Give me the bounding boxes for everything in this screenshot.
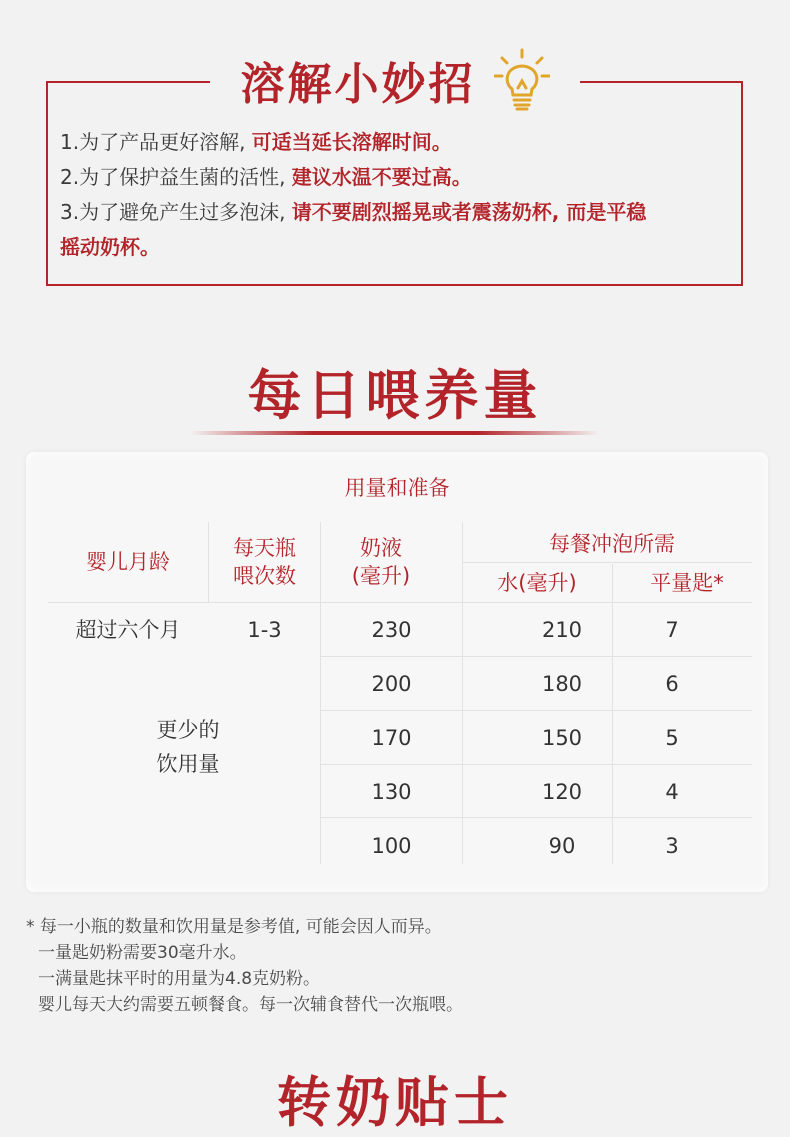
header-scoops: 平量匙* xyxy=(650,571,724,595)
cell-milk: 200 xyxy=(371,672,412,696)
age-group-less-intake-line2: 饮用量 xyxy=(156,752,220,776)
cell-milk: 130 xyxy=(371,780,412,804)
feeding-table-card xyxy=(26,452,768,892)
title-underline xyxy=(190,431,600,435)
divider xyxy=(48,602,752,603)
age-group-less-intake xyxy=(128,702,248,792)
tip-line-1 xyxy=(60,125,730,160)
cell-water: 150 xyxy=(541,726,583,750)
divider xyxy=(462,562,752,563)
header-milk-line1: 奶液 xyxy=(360,536,402,560)
divider xyxy=(320,710,752,711)
lightbulb-icon xyxy=(494,48,550,112)
cell-scoops: 3 xyxy=(665,834,679,858)
cell-scoops: 7 xyxy=(665,618,679,642)
footnote: 一满量匙抹平时的用量为4.8克奶粉。 xyxy=(38,969,321,989)
divider xyxy=(320,764,752,765)
footnotes xyxy=(26,914,463,1018)
header-bottles-line2: 喂次数 xyxy=(233,564,296,588)
age-group-over-six-months: 超过六个月 xyxy=(75,618,181,642)
tip-emphasis: 可适当延长溶解时间。 xyxy=(251,130,452,154)
table-caption: 用量和准备 xyxy=(344,476,450,500)
tip-line-3 xyxy=(60,195,730,230)
tip-emphasis: 摇动奶杯。 xyxy=(60,235,160,259)
tips-title: 溶解小妙招 xyxy=(240,59,476,110)
age-group-less-intake-line1: 更少的 xyxy=(156,718,220,742)
cell-water: 120 xyxy=(541,780,583,804)
header-milk xyxy=(321,522,441,602)
cell-water: 90 xyxy=(548,834,576,858)
footnote: 一量匙奶粉需要30毫升水。 xyxy=(38,943,247,963)
tip-text: 1.为了产品更好溶解, xyxy=(60,130,252,154)
header-bottles-line1: 每天瓶 xyxy=(233,536,296,560)
footnote: * 每一小瓶的数量和饮用量是参考值, 可能会因人而异。 xyxy=(26,917,442,937)
section-title-switching-tips: 转奶贴士 xyxy=(277,1071,513,1134)
divider xyxy=(48,656,320,657)
header-age: 婴儿月龄 xyxy=(86,550,170,574)
divider xyxy=(320,656,752,657)
header-bottles xyxy=(208,522,321,602)
cell-milk: 170 xyxy=(371,726,412,750)
section-title-feeding: 每日喂养量 xyxy=(247,364,543,427)
footnote: 婴儿每天大约需要五顿餐食。每一次辅食替代一次瓶喂。 xyxy=(38,995,463,1015)
tip-text: 2.为了保护益生菌的活性, xyxy=(60,165,292,189)
cell-water: 210 xyxy=(541,618,583,642)
tip-emphasis: 建议水温不要过高。 xyxy=(291,165,472,189)
tips-header xyxy=(210,40,580,120)
cell-scoops: 4 xyxy=(665,780,679,804)
header-per-meal: 每餐冲泡所需 xyxy=(549,532,675,556)
cell-water: 180 xyxy=(541,672,583,696)
cell-milk: 230 xyxy=(371,618,412,642)
tip-text: 3.为了避免产生过多泡沫, xyxy=(60,200,292,224)
cell-scoops: 6 xyxy=(665,672,679,696)
bottles-per-day: 1-3 xyxy=(247,618,282,642)
header-water: 水(毫升) xyxy=(497,571,577,595)
cell-scoops: 5 xyxy=(665,726,679,750)
cell-milk: 100 xyxy=(371,834,412,858)
header-milk-line2: (毫升) xyxy=(351,564,411,588)
tip-line-4 xyxy=(60,230,730,265)
tips-list xyxy=(60,125,730,265)
divider xyxy=(208,522,209,602)
tip-emphasis: 请不要剧烈摇晃或者震荡奶杯, 而是平稳 xyxy=(291,200,647,224)
tip-line-2 xyxy=(60,160,730,195)
